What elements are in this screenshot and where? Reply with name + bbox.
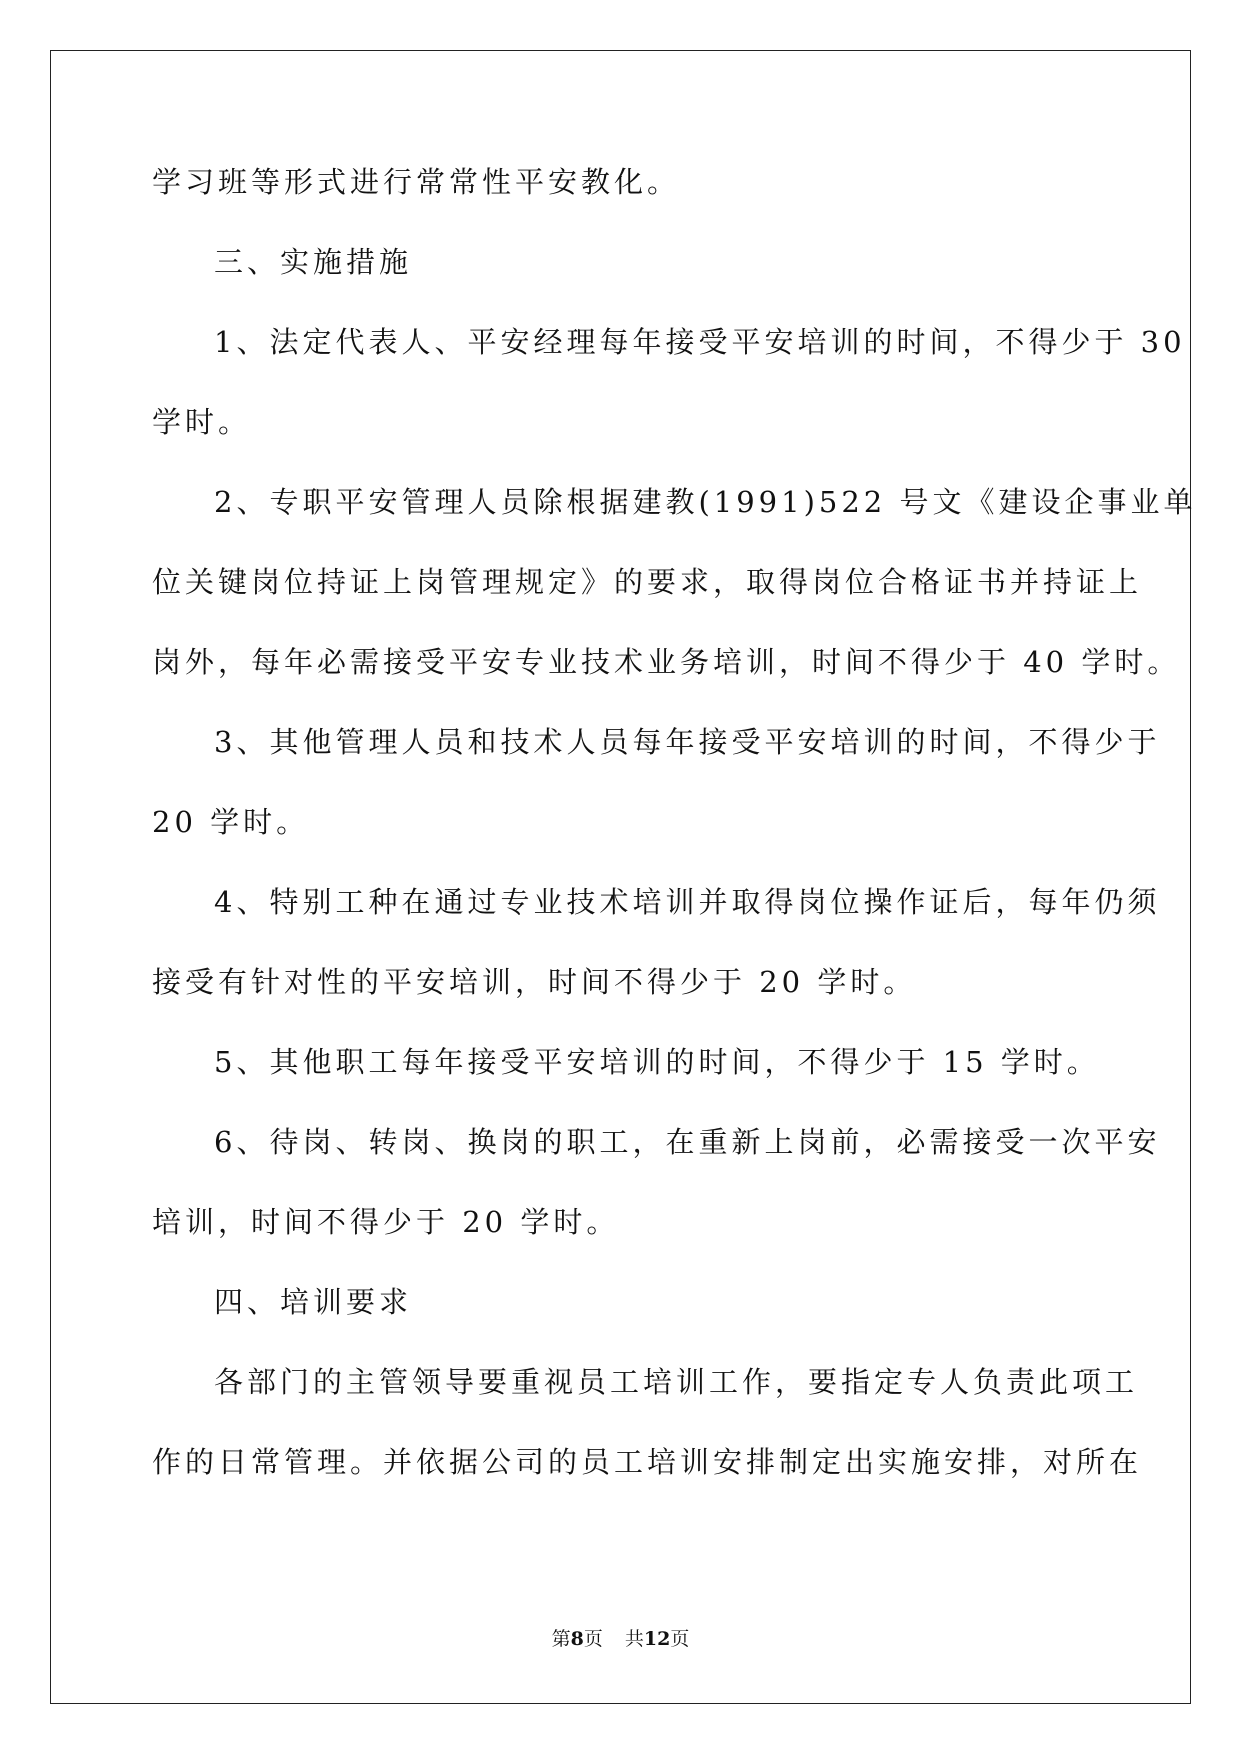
page-footer — [0, 1627, 1241, 1651]
measure-2-line-2: 位关键岗位持证上岗管理规定》的要求，取得岗位合格证书并持证上 — [152, 565, 1143, 599]
measure-3-line-2: 20 学时。 — [152, 805, 310, 839]
section-heading-3: 三、实施措施 — [214, 245, 413, 279]
requirements-line-1: 各部门的主管领导要重视员工培训工作，要指定专人负责此项工 — [214, 1365, 1139, 1399]
section-heading-4: 四、培训要求 — [214, 1285, 413, 1319]
footer-total-suffix: 页 — [670, 1628, 690, 1650]
measure-3-line-1: 3、其他管理人员和技术人员每年接受平安培训的时间，不得少于 — [214, 725, 1161, 759]
footer-page-prefix: 第 — [551, 1628, 571, 1650]
measure-6-line-2: 培训，时间不得少于 20 学时。 — [152, 1205, 620, 1239]
measure-4-line-1: 4、特别工种在通过专业技术培训并取得岗位操作证后，每年仍须 — [214, 885, 1161, 919]
measure-2-line-1: 2、专职平安管理人员除根据建教(1991)522 号文《建设企事业单 — [214, 485, 1197, 519]
footer-page-suffix: 页 — [583, 1628, 603, 1650]
requirements-line-2: 作的日常管理。并依据公司的员工培训安排制定出实施安排，对所在 — [152, 1445, 1143, 1479]
measure-5-line-1: 5、其他职工每年接受平安培训的时间，不得少于 15 学时。 — [214, 1045, 1100, 1079]
measure-4-line-2: 接受有针对性的平安培训，时间不得少于 20 学时。 — [152, 965, 917, 999]
measure-1-line-1: 1、法定代表人、平安经理每年接受平安培训的时间，不得少于 30 — [214, 325, 1186, 359]
measure-2-line-3: 岗外，每年必需接受平安专业技术业务培训，时间不得少于 40 学时。 — [152, 645, 1181, 679]
measure-6-line-1: 6、待岗、转岗、换岗的职工，在重新上岗前，必需接受一次平安 — [214, 1125, 1161, 1159]
footer-total-prefix: 共 — [624, 1628, 644, 1650]
footer-total-pages: 12 — [643, 1628, 671, 1650]
footer-page-number: 8 — [570, 1628, 584, 1650]
measure-1-line-2: 学时。 — [152, 405, 252, 439]
body-line-1: 学习班等形式进行常常性平安教化。 — [152, 165, 681, 199]
